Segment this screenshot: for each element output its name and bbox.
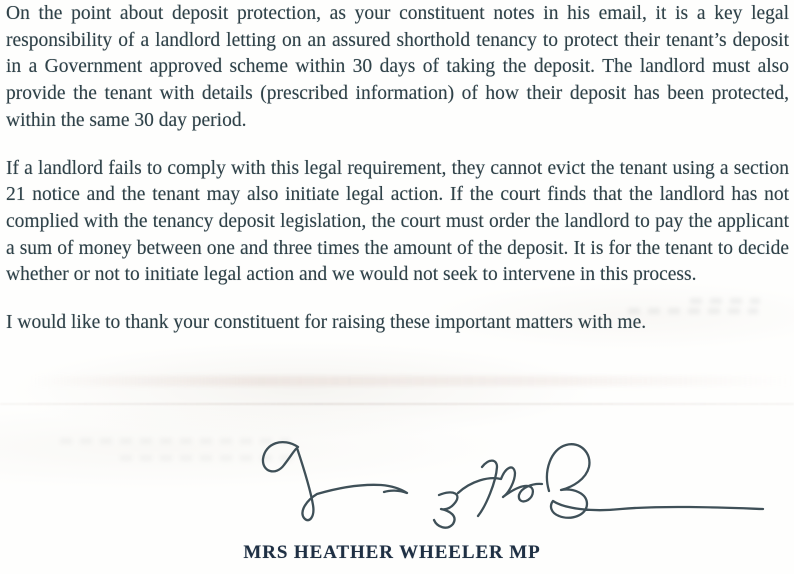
scan-artifact-ghost-text — [60, 438, 290, 444]
paragraph-deposit-protection: On the point about deposit protection, as your constituent notes in his email, it is a key legal responsibility of a landlord letting on an assured shorthold tenancy to protect their tenant’s deposit in a Government approved scheme within 30 days of taking the deposit. The landlord must also provide the tenant with details (prescribed information) of how their deposit has been protected, within the same 30 day period. — [6, 3, 789, 131]
signature-stroke — [263, 442, 407, 520]
scan-artifact-line — [0, 403, 794, 405]
handwritten-signature-icon — [253, 435, 773, 545]
scan-artifact-ghost-text — [628, 308, 758, 314]
scan-artifact-ghost-text — [690, 298, 760, 304]
paragraph-legal-requirement: If a landlord fails to comply with this legal requirement, they cannot evict the tenant using a section 21 notice and the tenant may also initiate legal action. If the court finds that the landlord has not complied with the tenancy deposit legislation, the court must order the landlord to pay the applicant a sum of money between one and three times the amount of the deposit. It is for the tenant to decide whether or not to initiate legal action and we would not seek to intervene in this process. — [6, 157, 789, 286]
signature-stroke — [547, 444, 763, 518]
signature-stroke — [458, 467, 542, 501]
paragraph-thanks: I would like to thank your constituent for raising these important matters with me. — [6, 312, 647, 334]
letter-body — [6, 1, 789, 358]
scan-artifact-streak — [30, 376, 794, 386]
signature-stroke — [434, 492, 457, 527]
signature-stroke — [478, 461, 497, 516]
signatory-name: MRS HEATHER WHEELER MP — [243, 542, 541, 563]
scan-artifact-ghost-text — [120, 455, 300, 461]
